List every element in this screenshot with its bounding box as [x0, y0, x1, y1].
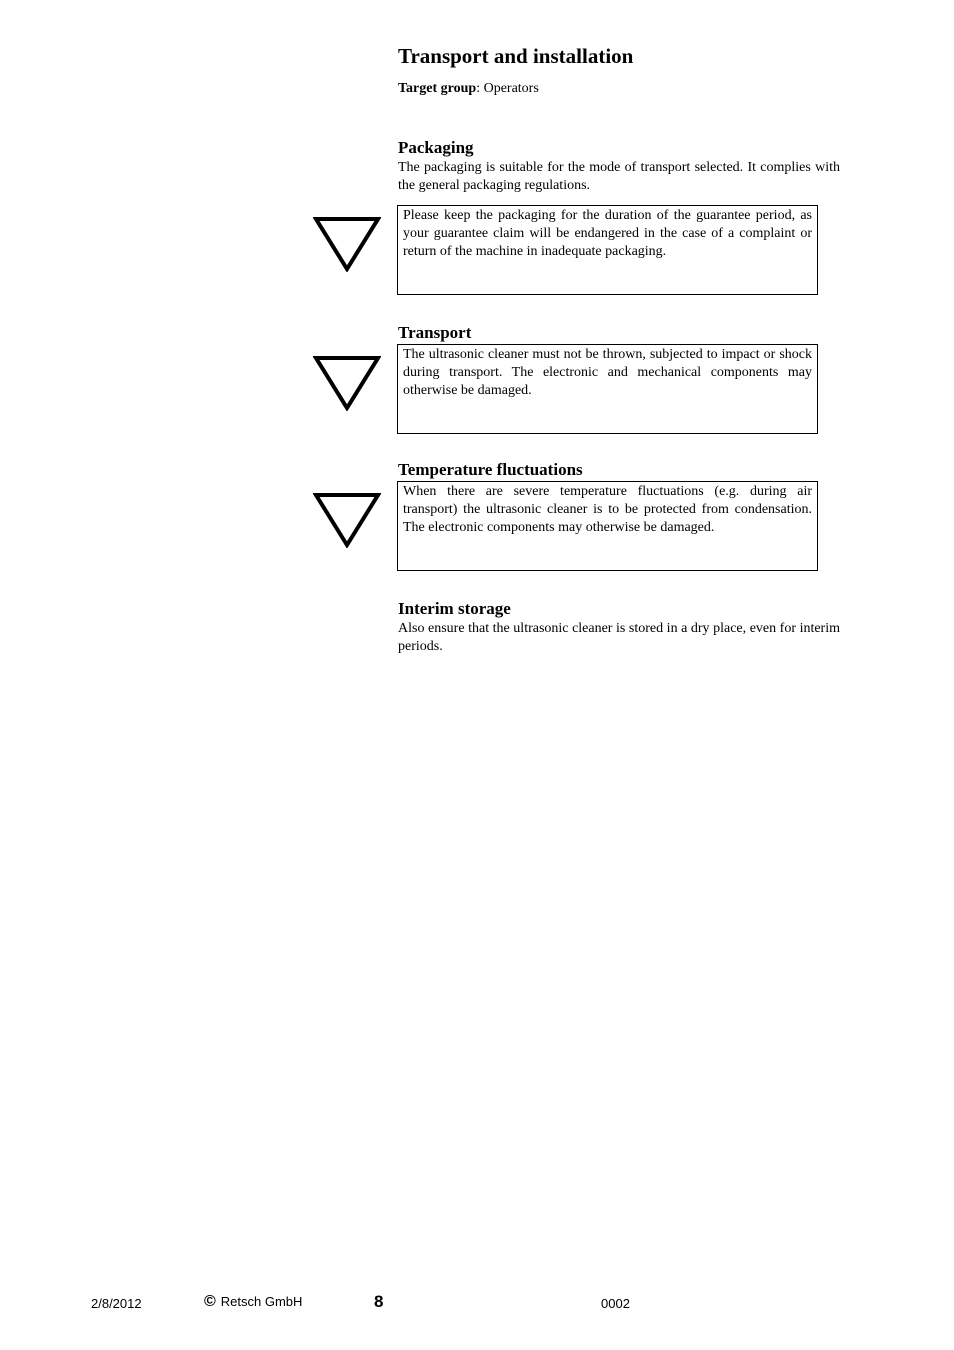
- footer-date: 2/8/2012: [91, 1296, 142, 1311]
- page-title: Transport and installation: [398, 44, 634, 68]
- target-group-value: : Operators: [476, 81, 539, 96]
- temperature-warning-box: When there are severe temperature fluctuations (e.g. during air transport) the ultrasonic cleaner is to be protected from condensation. The electronic components may otherwise be damaged.: [397, 481, 818, 571]
- transport-warning-box: The ultrasonic cleaner must not be thrown, subjected to impact or shock during transport. The electronic and mechanical components may otherwise be damaged.: [397, 344, 818, 434]
- storage-body: Also ensure that the ultrasonic cleaner is stored in a dry place, even for interim periods.: [398, 621, 840, 654]
- footer-copyright: [204, 1293, 302, 1311]
- packaging-warning-box: Please keep the packaging for the duration of the guarantee period, as your guarantee claim will be endangered in the case of a complaint or return of the machine in inadequate packaging.: [397, 205, 818, 295]
- footer-doc-code: 0002: [601, 1296, 630, 1311]
- packaging-body: The packaging is suitable for the mode of transport selected. It complies with the general packaging regulations.: [398, 160, 840, 193]
- warning-triangle-icon: [313, 492, 381, 548]
- footer-page-number: 8: [374, 1292, 384, 1311]
- warning-triangle-icon: [313, 216, 381, 272]
- target-group-label: Target group: [398, 81, 477, 96]
- packaging-heading: Packaging: [398, 138, 474, 157]
- target-group: [398, 81, 539, 97]
- storage-heading: Interim storage: [398, 599, 511, 618]
- footer-company: Retsch GmbH: [220, 1294, 303, 1309]
- temperature-heading: Temperature fluctuations: [398, 460, 583, 479]
- warning-triangle-icon: [313, 355, 381, 411]
- transport-heading: Transport: [398, 323, 472, 342]
- copyright-icon: ©: [204, 1293, 216, 1310]
